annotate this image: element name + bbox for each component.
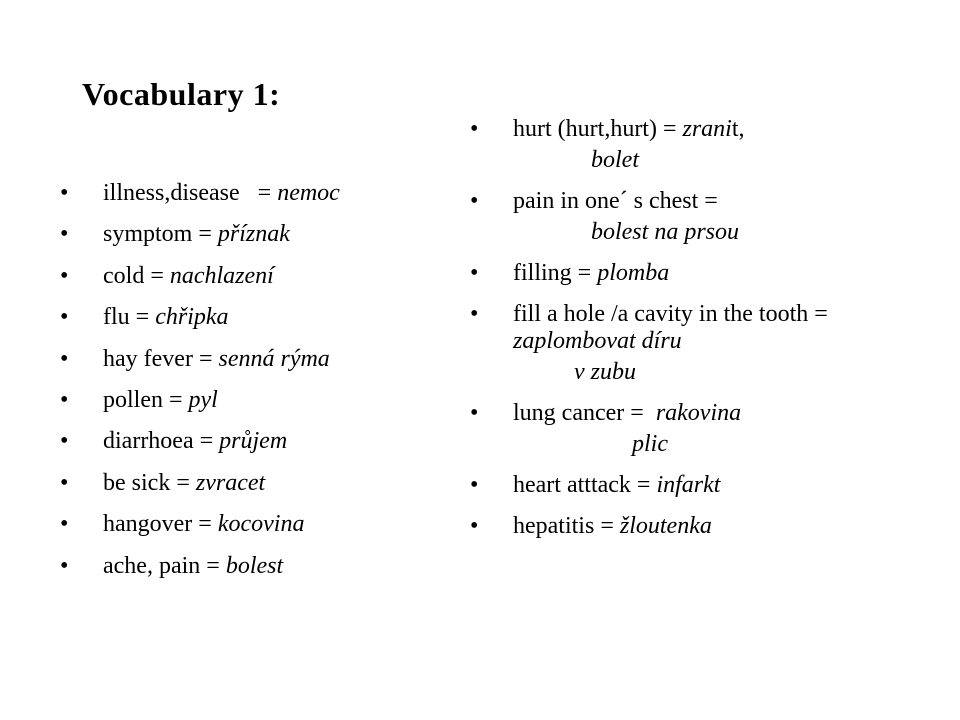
czech-translation: rakovina: [655, 400, 742, 426]
english-term: ache, pain =: [103, 552, 226, 579]
czech-translation: žloutenka: [619, 513, 712, 539]
bullet-icon: •: [470, 188, 479, 214]
vocab-item-heart: [470, 472, 890, 499]
bullet-icon: •: [60, 262, 69, 289]
vocab-item: [60, 263, 440, 304]
english-term: pollen =: [103, 386, 189, 413]
english-term: hurt (hurt,hurt) =: [513, 116, 683, 142]
bullet-icon: •: [60, 180, 69, 206]
czech-translation: průjem: [219, 428, 288, 455]
vocab-item-filling: [470, 260, 890, 287]
english-term: cold =: [103, 262, 170, 289]
vocab-item: [60, 180, 440, 221]
vocab-item-chest: [470, 188, 890, 215]
czech-translation: infarkt: [656, 472, 721, 498]
bullet-icon: •: [60, 221, 69, 248]
bullet-icon: •: [60, 428, 69, 455]
english-term: heart atttack =: [513, 472, 657, 498]
czech-translation: příznak: [217, 221, 290, 248]
bullet-icon: •: [470, 513, 479, 539]
right-vocab-list: [470, 116, 890, 554]
english-term: lung cancer =: [513, 400, 656, 426]
english-term: symptom =: [103, 221, 218, 248]
bullet-icon: •: [60, 345, 69, 372]
vocab-item-hurt: [470, 116, 890, 143]
vocab-item: [60, 511, 440, 552]
english-term: pain in one´ s chest =: [513, 188, 724, 214]
bullet-icon: •: [60, 386, 69, 413]
english-term: fill a hole /a cavity in the tooth =: [513, 301, 828, 327]
english-term: hangover =: [103, 511, 218, 538]
continuation-line: plic: [632, 431, 668, 457]
continuation-line: bolet: [591, 147, 639, 173]
bullet-icon: •: [470, 400, 479, 426]
continuation-line: bolest na prsou: [590, 219, 739, 245]
bullet-icon: •: [60, 511, 69, 538]
czech-translation: nachlazení: [169, 262, 274, 289]
english-term: illness,disease =: [103, 180, 278, 206]
english-term: filling =: [513, 260, 598, 286]
bullet-icon: •: [470, 116, 479, 142]
czech-translation: zaplombovat díru: [513, 328, 682, 354]
czech-translation: plomba: [597, 260, 670, 286]
english-term: hepatitis =: [513, 513, 620, 539]
bullet-icon: •: [60, 304, 69, 331]
slide-title: Vocabulary 1:: [82, 76, 281, 112]
translation-tail: t,: [731, 116, 745, 142]
continuation-line: v zubu: [574, 359, 636, 385]
vocab-item: [60, 346, 440, 387]
vocab-item-lung: [470, 400, 890, 427]
bullet-icon: •: [470, 260, 479, 286]
czech-translation: zrani: [682, 116, 732, 142]
czech-translation: pyl: [188, 386, 218, 413]
vocab-item: [60, 428, 440, 469]
left-vocab-list: [60, 180, 440, 594]
bullet-icon: •: [470, 472, 479, 498]
vocab-item: [60, 387, 440, 428]
vocab-item-cavity: [470, 301, 890, 355]
vocab-item-hepatitis: [470, 513, 890, 540]
vocab-item: [60, 470, 440, 511]
english-term: diarrhoea =: [103, 428, 220, 455]
czech-translation: kocovina: [217, 511, 305, 538]
czech-translation: zvracet: [195, 469, 266, 496]
vocab-item: [60, 304, 440, 345]
english-term: hay fever =: [103, 345, 219, 372]
bullet-icon: •: [60, 552, 69, 579]
vocab-item: [60, 221, 440, 262]
czech-translation: senná rýma: [218, 345, 330, 372]
czech-translation: nemoc: [277, 180, 340, 206]
bullet-icon: •: [470, 301, 479, 327]
czech-translation: bolest: [225, 552, 284, 579]
bullet-icon: •: [60, 469, 69, 496]
english-term: be sick =: [103, 469, 196, 496]
vocab-item: [60, 553, 440, 594]
english-term: flu =: [103, 304, 156, 331]
czech-translation: chřipka: [155, 304, 229, 331]
